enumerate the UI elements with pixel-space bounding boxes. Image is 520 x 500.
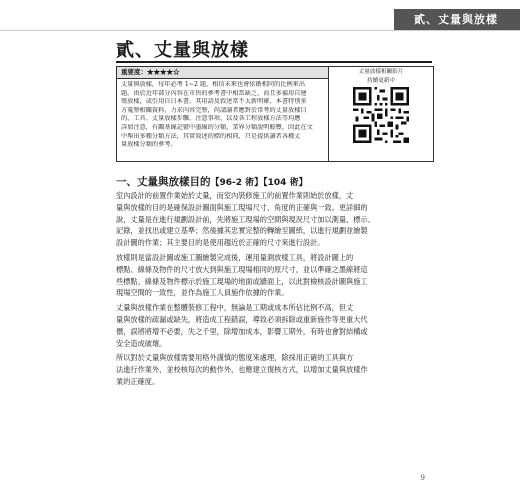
intro-line: 方蒐整相關資料，力求內容完整，尚請讀者應對於常考的丈量放樣目	[121, 106, 307, 114]
qr-caption-line2: 持續更新中	[367, 78, 395, 84]
exam-tag: 【96-2 術】	[210, 178, 264, 188]
importance-rating: 重要度：★★★★☆	[117, 67, 328, 79]
body-line: 法進行作業外，並校核每次的動作外，也應建立復核方式，以增加丈量與放樣作	[116, 365, 368, 375]
body-line: 價，誤將將增不必要，失之千里，除增加成本，影響工期外，有時也會對結構或	[116, 326, 368, 336]
qr-panel	[329, 67, 433, 161]
paragraph	[116, 190, 432, 249]
paragraph	[116, 352, 432, 387]
intro-line: 築放樣，或引用自日本書，其用語及敘述常不太新明確，本書特別多	[121, 98, 307, 106]
body-line: 設計圖的作業；其主要目的是使用趨近於正確的尺寸來進行設計。	[116, 238, 325, 248]
section-heading-text: 一、丈量與放樣目的	[116, 176, 211, 188]
section-heading	[116, 174, 308, 189]
exam-tag: 【104 術】	[263, 178, 308, 188]
body-line: 些標點、線條及物件標示於施工現場的地面或牆面上，以此對檢核設計圖與施工	[116, 276, 368, 286]
chapter-tab: 貳、丈量與放樣	[394, 9, 520, 30]
chapter-title: 貳、丈量與放樣	[116, 40, 249, 61]
body-line: 安全造成破壞。	[116, 338, 167, 348]
paragraph	[116, 302, 432, 349]
body-line: 標點、線條及物件的尺寸放大到與施工現場相同的原尺寸，並以準確之墨線將這	[116, 264, 368, 274]
intro-box	[116, 66, 434, 162]
qr-code-image[interactable]	[353, 87, 409, 143]
intro-line: 詳加注意，有關基線記號中墨線的分類，業界分類說明較豐，因此在文	[121, 123, 313, 131]
body-line: 業的正確度。	[116, 376, 160, 386]
title-rule	[116, 61, 432, 63]
section-body	[116, 190, 432, 391]
intro-line: 的、工具、丈量放樣步驟、注意事項、以及各工程放樣方法等均應	[121, 115, 301, 123]
body-line: 丈量與放樣作業在整體裝修工程中，無論是工期或成本所佔比例不高，但丈	[116, 303, 354, 313]
body-line: 室內設計的前置作業始於丈量，而室內裝修施工的前置作業則始於放樣，丈	[116, 191, 354, 200]
body-line: 現場空間的一致性，並作為施工人員施作依據的作業。	[116, 288, 289, 298]
qr-caption-line1: 丈量放樣相關影片	[358, 69, 404, 75]
intro-text-panel	[117, 67, 329, 161]
paragraph	[116, 252, 432, 299]
intro-paragraph	[117, 79, 328, 150]
body-line: 所以對於丈量與放樣需要用格外謹慎的態度來處理，除採用正確的工具與方	[116, 353, 354, 363]
body-line: 量與放樣的疏漏或缺失，將造成工程錯誤，導致必須拆除或重新施作等更重大代	[116, 314, 368, 324]
page-number: 9	[420, 474, 425, 482]
header-band	[0, 0, 520, 31]
intro-line: 中舉出多種分類方法，其實敘述的標的相同，只是提供讀者各種丈	[121, 132, 301, 140]
intro-line: 量放樣分類的參考。	[121, 141, 177, 149]
intro-line: 丈量與放樣，每年必考 1~2 題，相信未來也會依循相同的比例來出	[121, 81, 306, 88]
intro-line: 題。由於近年部分內容在市售的參考書中相當缺乏，而且多備用自建	[121, 89, 307, 97]
body-line: 說，丈量是在進行規劃設計前，先將施工現場的空間與現況尺寸加以測量、標示、	[116, 214, 375, 224]
body-line: 量與放樣的目的是確保設計圖面與施工現場尺寸、角度的正確與一致。更詳細的	[116, 202, 368, 212]
body-line: 放樣則是當設計圖或施工圖繪製完成後，運用量測放樣工具，將設計圖上的	[116, 252, 354, 262]
body-line: 記錄，並找出或建立基準；然後據其忠實完整的轉繪至圖紙，以進行規劃並繪製	[116, 226, 368, 236]
